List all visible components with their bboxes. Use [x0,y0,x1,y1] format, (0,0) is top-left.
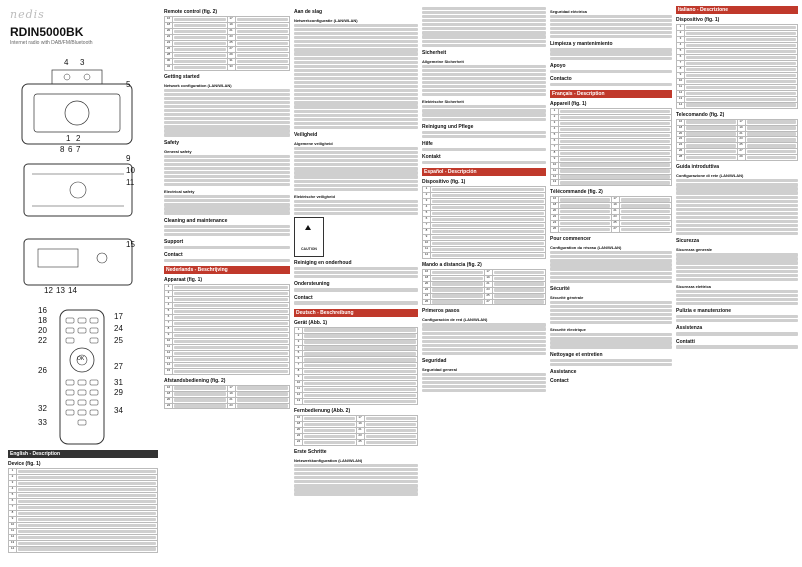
english-support-text [164,246,290,249]
espanol-device-label: Dispositivo (fig. 1) [422,179,466,186]
espanol-seguridad: Seguridad [422,358,447,365]
espanol-limpieza: Limpieza y mantenimiento [550,41,613,48]
francais-remote-label: Télécommande (fig. 2) [550,189,603,196]
deutsch-network: Netzwerkkonfiguration (LAN/WLAN) [294,458,363,464]
brand-logo: nedis [10,8,45,21]
nederlands-veiligheid: Veiligheid [294,132,318,139]
francais-cleaning-text [550,359,672,366]
italiano-assistenza: Assistenza [676,325,703,332]
italiano-electrical-text [676,290,798,305]
francais-nettoyage: Nettoyage et entretien [550,351,603,358]
english-network-text [164,89,290,137]
callout-26: 26 [38,366,47,375]
deutsch-cleaning-text [422,131,546,138]
callout-14: 14 [68,286,77,295]
deutsch-network-text-cont [422,7,546,47]
callout-10: 10 [126,166,135,175]
model-subtitle: Internet radio with DAB/FM/Bluetooth [10,40,93,46]
italiano-network-text [676,179,798,235]
english-contact: Contact [164,251,183,258]
callout-31: 31 [114,378,123,387]
callout-7: 7 [76,145,81,154]
italiano-contatti: Contatti [676,338,695,345]
warning-icon [305,225,311,230]
italiano-network: Configurazione di rete (LAN/WLAN) [676,173,744,179]
nederlands-aan-de-slag: Aan de slag [294,9,323,15]
deutsch-reinigung: Reinigung und Pflege [422,123,474,130]
italiano-support-text [676,332,798,335]
italiano-device-label: Dispositivo (fig. 1) [676,17,720,23]
francais-device-table: 1 2 3 4 5 6 7 8 9 10 11 12 13 [550,108,672,187]
espanol-primeros-pasos: Primeros pasos [422,308,460,315]
francais-assistance: Assistance [550,368,577,375]
nederlands-contact-text [294,301,418,304]
english-contact-text [164,259,290,262]
radio-front-figure [12,56,152,156]
callout-33: 33 [38,418,47,427]
callout-8: 8 [60,145,65,154]
espanol-device-table: 1 2 3 4 5 6 7 8 9 10 11 12 [422,186,546,259]
deutsch-network-text [294,464,418,496]
callout-34: 34 [114,406,123,415]
callout-20: 20 [38,326,47,335]
deutsch-remote-table: 16 17 18 19 20 21 22 23 24 25 [294,415,418,446]
nederlands-remote-table: 16 17 18 19 20 21 22 23 [164,385,290,410]
espanol-header: Español - Descripción [422,168,546,176]
deutsch-remote-label: Fernbedienung (Abb. 2) [294,408,351,415]
remote-ok-label: OK [77,356,85,362]
english-remote-table: 16 17 18 19 20 21 22 23 24 25 26 27 28 29 30 31 32 33 [164,16,290,71]
column-4 [422,6,546,561]
espanol-general: Seguridad general [422,367,457,373]
callout-24: 24 [114,324,123,333]
english-cleaning: Cleaning and maintenance [164,217,228,224]
remote-control-figure [52,308,112,446]
francais-contact: Contact [550,377,569,384]
nederlands-support-text [294,288,418,291]
column-5 [550,6,672,561]
italiano-remote-label: Telecomando (fig. 2) [676,111,725,118]
english-device-table: 1 2 3 4 5 6 7 8 9 10 11 12 13 14 [8,468,158,553]
francais-remote-table: 16 17 18 19 20 21 22 23 24 25 26 27 [550,196,672,233]
column-1 [4,6,160,561]
francais-header: Français - Description [550,90,672,98]
italiano-device-table: 1 2 3 4 5 6 7 8 9 10 11 12 13 14 [676,24,798,109]
espanol-remote-label: Mando a distancia (fig. 2) [422,261,482,268]
deutsch-safety-text [422,65,546,97]
deutsch-hilfe: Hilfe [422,140,433,147]
deutsch-electrical-text [422,105,546,120]
nederlands-device-label: Apparaat (fig. 1) [164,277,203,284]
deutsch-contact-text [422,161,546,164]
english-network-config: Network configuration (LAN/WLAN) [164,82,232,88]
callout-18: 18 [38,316,47,325]
francais-network-text [550,251,672,283]
callout-27: 27 [114,362,123,371]
nederlands-elektrische: Elektrische veiligheid [294,193,335,199]
caution-box [294,217,324,257]
english-getting-started: Getting started [164,73,200,80]
callout-6: 6 [68,145,73,154]
nederlands-remote-label: Afstandsbediening (fig. 2) [164,377,226,384]
francais-generale: Sécurité générale [550,294,584,300]
english-remote-label: Remote control (fig. 2) [164,9,218,15]
deutsch-device-table: 1 2 3 4 5 6 7 8 9 10 11 12 13 [294,327,418,406]
callout-17: 17 [114,312,123,321]
italiano-guida: Guida introduttiva [676,164,720,171]
deutsch-erste-schritte: Erste Schritte [294,449,327,456]
english-electrical-text [164,195,290,215]
callout-15: 15 [126,240,135,249]
italiano-safety-text [676,253,798,281]
espanol-electrica: Seguridad eléctrica [550,9,587,14]
francais-electrical-text [550,333,672,348]
callout-29: 29 [114,388,123,397]
espanol-network: Configuración de red (LAN/WLAN) [422,317,488,323]
column-3 [294,6,418,561]
italiano-sicurezza: Sicurezza [676,238,700,245]
italiano-remote-table: 16 17 18 19 20 21 22 23 24 25 26 27 28 29 [676,119,798,162]
francais-securite: Sécurité [550,285,570,292]
callout-12: 12 [44,286,53,295]
espanol-support-text [550,70,672,73]
deutsch-allgemeine: Allgemeine Sicherheit [422,58,464,64]
deutsch-elektrische: Elektrische Sicherheit [422,99,464,105]
callout-3: 3 [80,58,85,67]
italiano-cleaning-text [676,315,798,322]
francais-pour-commencer: Pour commencer [550,236,591,243]
espanol-remote-table: 16 17 18 19 20 21 22 23 24 25 26 27 [422,269,546,306]
nederlands-network: Netwerkconfiguratie (LAN/WLAN) [294,18,358,23]
espanol-safety-text [422,373,546,393]
english-device-label: Device (fig. 1) [8,461,41,467]
espanol-electrical-text [550,15,672,39]
italiano-generale: Sicurezza generale [676,247,713,253]
callout-13: 13 [56,286,65,295]
callout-9: 9 [126,154,131,163]
deutsch-support-text [422,148,546,151]
caution-label: CAUTION [301,247,317,252]
callout-25: 25 [114,336,123,345]
nederlands-header: Nederlands - Beschrijving [164,266,290,274]
nederlands-safety-text [294,147,418,191]
francais-safety-text [550,301,672,325]
deutsch-device-label: Gerät (Abb. 1) [294,319,328,326]
callout-1: 1 [66,134,71,143]
espanol-network-text [422,323,546,355]
espanol-cleaning-text [550,48,672,59]
italiano-elettrica: Sicurezza elettrica [676,283,711,289]
francais-electrique: Sécurité électrique [550,327,586,333]
callout-2: 2 [76,134,81,143]
callout-4: 4 [64,58,69,67]
italiano-pulizia: Pulizia e manutenzione [676,308,732,315]
model-title: RDIN5000BK [10,25,84,39]
deutsch-sicherheit: Sicherheit [422,49,447,56]
english-header: English - Description [8,450,158,458]
nederlands-network-text [294,24,418,129]
english-support: Support [164,238,184,245]
english-safety-text [164,155,290,187]
callout-11: 11 [126,178,135,187]
column-6 [676,6,798,561]
francais-network: Configuration du réseau (LAN/WLAN) [550,245,622,251]
nederlands-cleaning-text [294,267,418,278]
callout-5: 5 [126,80,131,89]
callout-32: 32 [38,404,47,413]
deutsch-kontakt: Kontakt [422,153,441,160]
espanol-contacto: Contacto [550,75,572,82]
english-general-safety: General safety [164,148,192,154]
espanol-apoyo: Apoyo [550,62,566,69]
espanol-contact-text [550,83,672,86]
nederlands-ondersteuning: Ondersteuning [294,281,330,288]
nederlands-device-table: 1 2 3 4 5 6 7 8 9 10 11 12 13 14 15 [164,284,290,375]
francais-device-label: Appareil (fig. 1) [550,100,587,107]
nederlands-electrical-text [294,200,418,215]
english-electrical-safety: Electrical safety [164,189,195,195]
english-cleaning-text [164,225,290,236]
nederlands-reiniging: Reiniging en onderhoud [294,260,352,267]
deutsch-header: Deutsch - Beschreibung [294,309,418,317]
callout-22: 22 [38,336,47,345]
english-safety: Safety [164,139,180,146]
column-2 [164,6,290,561]
callout-16: 16 [38,306,47,315]
nederlands-contact: Contact [294,294,313,301]
nederlands-algemene: Algemene veiligheid [294,141,333,147]
italiano-contact-text [676,345,798,348]
italiano-header: Italiano - Descrizione [676,6,798,14]
